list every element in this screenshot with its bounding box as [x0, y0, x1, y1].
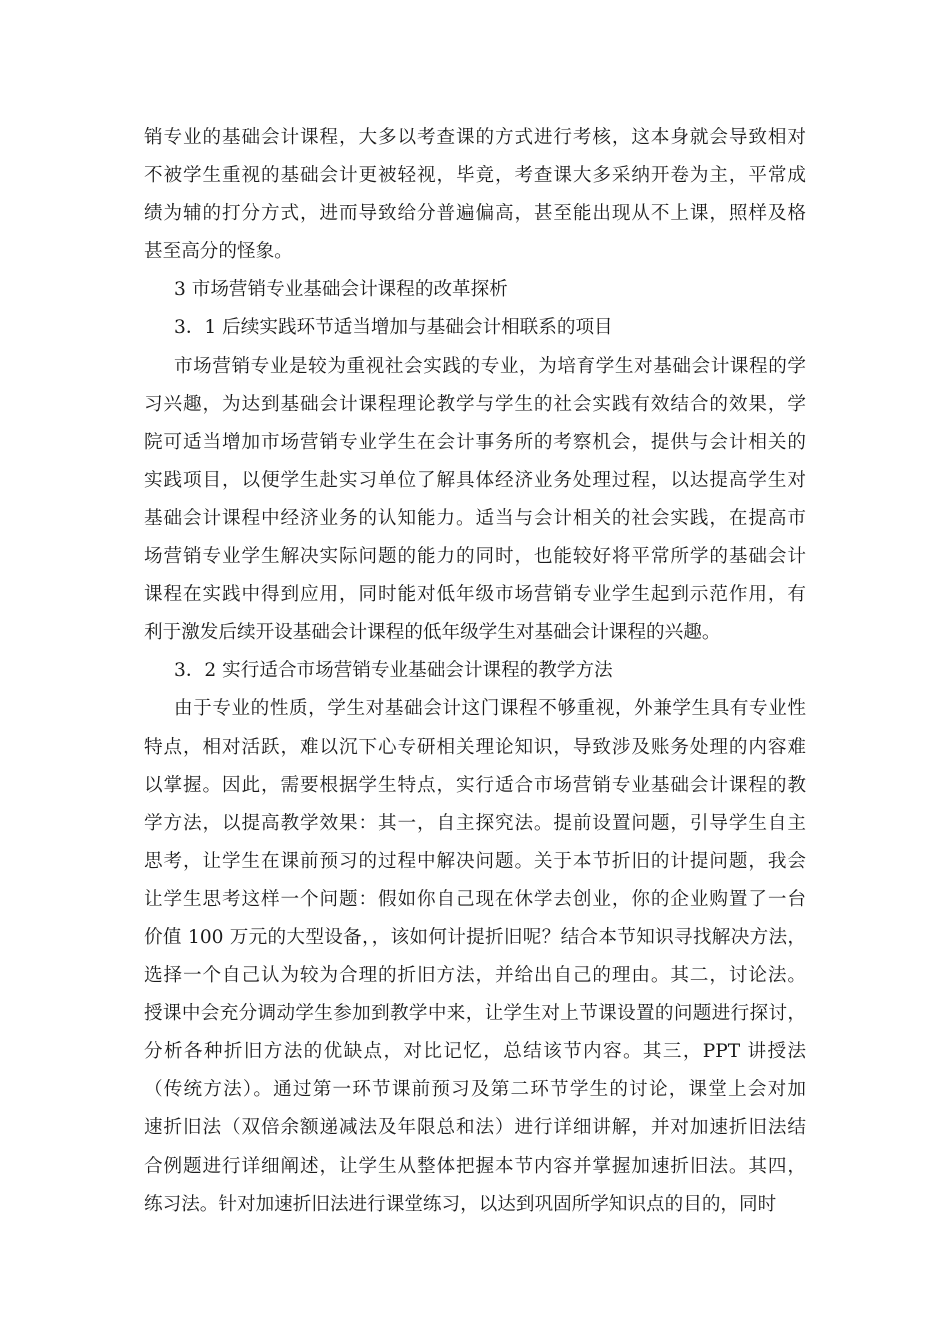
paragraph-line: 速折旧法（双倍余额递减法及年限总和法）进行详细讲解，并对加速折旧法结 — [144, 1117, 806, 1139]
paragraph-line: 以掌握。因此，需要根据学生特点，实行适合市场营销专业基础会计课程的教 — [144, 774, 806, 796]
paragraph-line: 基础会计课程中经济业务的认知能力。适当与会计相关的社会实践，在提高市 — [144, 507, 806, 529]
paragraph-line: （传统方法）。通过第一环节课前预习及第二环节学生的讨论，课堂上会对加 — [144, 1079, 806, 1101]
paragraph-line: 由于专业的性质，学生对基础会计这门课程不够重视，外兼学生具有专业性 — [174, 698, 806, 720]
paragraph-line: 分析各种折旧方法的优缺点，对比记忆，总结该节内容。其三，PPT 讲授法 — [144, 1041, 806, 1063]
section-heading: 3 市场营销专业基础会计课程的改革探析 — [174, 279, 508, 301]
paragraph-line: 课程在实践中得到应用，同时能对低年级市场营销专业学生起到示范作用，有 — [144, 584, 806, 606]
paragraph-line: 场营销专业学生解决实际问题的能力的同时，也能较好将平常所学的基础会计 — [144, 546, 806, 568]
paragraph-line: 价值 100 万元的大型设备，，该如何计提折旧呢？结合本节知识寻找解决方法， — [144, 926, 806, 948]
paragraph-line: 思考，让学生在课前预习的过程中解决问题。关于本节折旧的计提问题，我会 — [144, 850, 806, 872]
paragraph-line: 绩为辅的打分方式，进而导致给分普遍偏高，甚至能出现从不上课，照样及格 — [144, 203, 806, 225]
paragraph-line: 实践项目，以便学生赴实习单位了解具体经济业务处理过程，以达提高学生对 — [144, 469, 806, 491]
paragraph-line: 合例题进行详细阐述，让学生从整体把握本节内容并掌握加速折旧法。其四， — [144, 1155, 806, 1177]
paragraph-line: 甚至高分的怪象。 — [144, 241, 293, 263]
paragraph-line: 练习法。针对加速折旧法进行课堂练习，以达到巩固所学知识点的目的，同时 — [144, 1193, 777, 1215]
paragraph-line: 不被学生重视的基础会计更被轻视，毕竟，考查课大多采纳开卷为主，平常成 — [144, 165, 806, 187]
paragraph-line: 习兴趣，为达到基础会计课程理论教学与学生的社会实践有效结合的效果，学 — [144, 393, 806, 415]
paragraph-line: 选择一个自己认为较为合理的折旧方法，并给出自己的理由。其二，讨论法。 — [144, 965, 806, 987]
paragraph-line: 特点，相对活跃，难以沉下心专研相关理论知识，导致涉及账务处理的内容难 — [144, 736, 806, 758]
document-body — [144, 119, 806, 1224]
subsection-heading: 3．1 后续实践环节适当增加与基础会计相联系的项目 — [174, 317, 613, 339]
paragraph-line: 利于激发后续开设基础会计课程的低年级学生对基础会计课程的兴趣。 — [144, 622, 721, 644]
paragraph-line: 学方法，以提高教学效果：其一，自主探究法。提前设置问题，引导学生自主 — [144, 812, 806, 834]
paragraph-line: 让学生思考这样一个问题：假如你自己现在休学去创业，你的企业购置了一台 — [144, 888, 806, 910]
paragraph-line: 销专业的基础会计课程，大多以考查课的方式进行考核，这本身就会导致相对 — [144, 127, 806, 148]
paragraph-line: 院可适当增加市场营销专业学生在会计事务所的考察机会，提供与会计相关的 — [144, 431, 806, 453]
paragraph-line: 授课中会充分调动学生参加到教学中来，让学生对上节课设置的问题进行探讨， — [144, 1003, 806, 1025]
paragraph-line: 市场营销专业是较为重视社会实践的专业，为培育学生对基础会计课程的学 — [174, 355, 806, 377]
subsection-heading: 3．2 实行适合市场营销专业基础会计课程的教学方法 — [174, 660, 613, 682]
